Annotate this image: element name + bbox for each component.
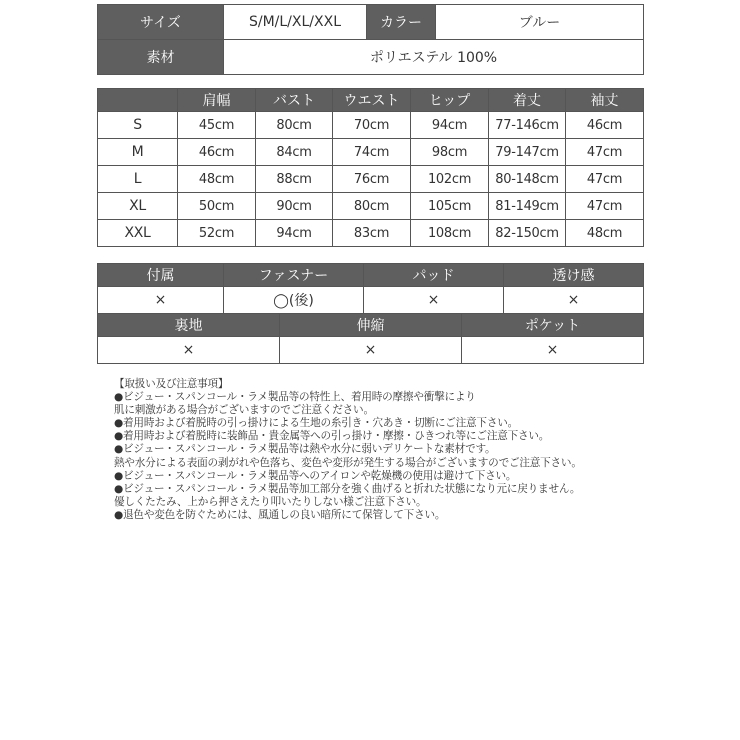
table-cell: 82-150cm [489,220,566,247]
material-value: ポリエステル 100% [224,40,644,75]
table-cell: 46cm [178,139,256,166]
table-cell: 74cm [333,139,411,166]
size-label: サイズ [98,5,224,40]
table-cell: 90cm [256,193,333,220]
sheerness-header: 透け感 [504,264,644,287]
table-row [98,220,644,247]
size-row-label: XL [98,193,178,220]
table-row [98,166,644,193]
size-row-label: L [98,166,178,193]
care-notes [114,378,674,522]
table-cell: 47cm [566,193,644,220]
size-row-label: M [98,139,178,166]
table-cell: 70cm [333,112,411,139]
table-cell: 81-149cm [489,193,566,220]
pocket-header: ポケット [462,314,644,337]
color-value: ブルー [436,5,644,40]
features-value-row [98,337,644,364]
size-header-waist: ウエスト [333,89,411,112]
table-cell: 98cm [411,139,489,166]
table-row [98,112,644,139]
table-cell: 79-147cm [489,139,566,166]
stretch-header: 伸縮 [280,314,462,337]
features-header-row [98,264,644,287]
care-note-line: ●ビジュー・スパンコール・ラメ製品等の特性上、着用時の摩擦や衝撃により [114,391,476,404]
table-cell: 80cm [256,112,333,139]
accessory-value: × [98,287,224,314]
features-value-row [98,287,644,314]
features-header-row [98,314,644,337]
table-cell: 108cm [411,220,489,247]
table-cell: 45cm [178,112,256,139]
size-header-length: 着丈 [489,89,566,112]
table-cell: 48cm [566,220,644,247]
product-info-table [97,4,644,75]
info-row-material [98,40,644,75]
table-cell: 80-148cm [489,166,566,193]
care-note-line: ●着用時および着脱時の引っ掛けによる生地の糸引き・穴あき・切断にご注意下さい。 [114,417,519,430]
stretch-value: × [280,337,462,364]
care-notes-title: 【取扱い及び注意事項】 [114,378,229,390]
care-note-line: 肌に刺激がある場合がございますのでご注意ください。 [114,404,374,417]
color-label: カラー [367,5,436,40]
material-label: 素材 [98,40,224,75]
features-table-2 [97,313,644,364]
size-row-label: S [98,112,178,139]
accessory-header: 付属 [98,264,224,287]
table-row [98,139,644,166]
table-cell: 88cm [256,166,333,193]
table-cell: 102cm [411,166,489,193]
table-cell: 94cm [256,220,333,247]
size-header-sleeve: 袖丈 [566,89,644,112]
table-cell: 47cm [566,139,644,166]
size-header-row [98,89,644,112]
size-header-shoulder: 肩幅 [178,89,256,112]
table-cell: 77-146cm [489,112,566,139]
info-row-size-color [98,5,644,40]
table-cell: 83cm [333,220,411,247]
table-cell: 105cm [411,193,489,220]
care-note-line: ●ビジュー・スパンコール・ラメ製品等へのアイロンや乾燥機の使用は避けて下さい。 [114,469,517,482]
care-note-line: 熱や水分による表面の剥がれや色落ち、変色や変形が発生する場合がございますのでご注意下さい。 [114,456,582,469]
care-note-line: ●着用時および着脱時に装飾品・貴金属等への引っ掛け・摩擦・ひきつれ等にご注意下さい。 [114,430,550,443]
table-cell: 94cm [411,112,489,139]
table-cell: 84cm [256,139,333,166]
features-table-1 [97,263,644,314]
lining-value: × [98,337,280,364]
care-note-line: ●ビジュー・スパンコール・ラメ製品等加工部分を強く曲げると折れた状態になり元に戻りません。 [114,482,581,495]
zipper-value: ◯(後) [224,287,364,314]
table-cell: 76cm [333,166,411,193]
table-cell: 47cm [566,166,644,193]
size-chart-table [97,88,644,247]
table-cell: 52cm [178,220,256,247]
pad-value: × [364,287,504,314]
table-row [98,193,644,220]
size-header-cell [98,89,178,112]
pad-header: パッド [364,264,504,287]
sheerness-value: × [504,287,644,314]
size-header-hip: ヒップ [411,89,489,112]
pocket-value: × [462,337,644,364]
size-header-bust: バスト [256,89,333,112]
table-cell: 46cm [566,112,644,139]
care-note-line: 優しくたたみ、上から押さえたり叩いたりしない様ご注意下さい。 [114,495,427,508]
size-row-label: XXL [98,220,178,247]
table-cell: 80cm [333,193,411,220]
table-cell: 48cm [178,166,256,193]
care-note-line: ●退色や変色を防ぐためには、風通しの良い暗所にて保管して下さい。 [114,508,446,521]
table-cell: 50cm [178,193,256,220]
care-note-line: ●ビジュー・スパンコール・ラメ製品等は熱や水分に弱いデリケートな素材です。 [114,443,496,456]
size-value: S/M/L/XL/XXL [224,5,367,40]
lining-header: 裏地 [98,314,280,337]
zipper-header: ファスナー [224,264,364,287]
